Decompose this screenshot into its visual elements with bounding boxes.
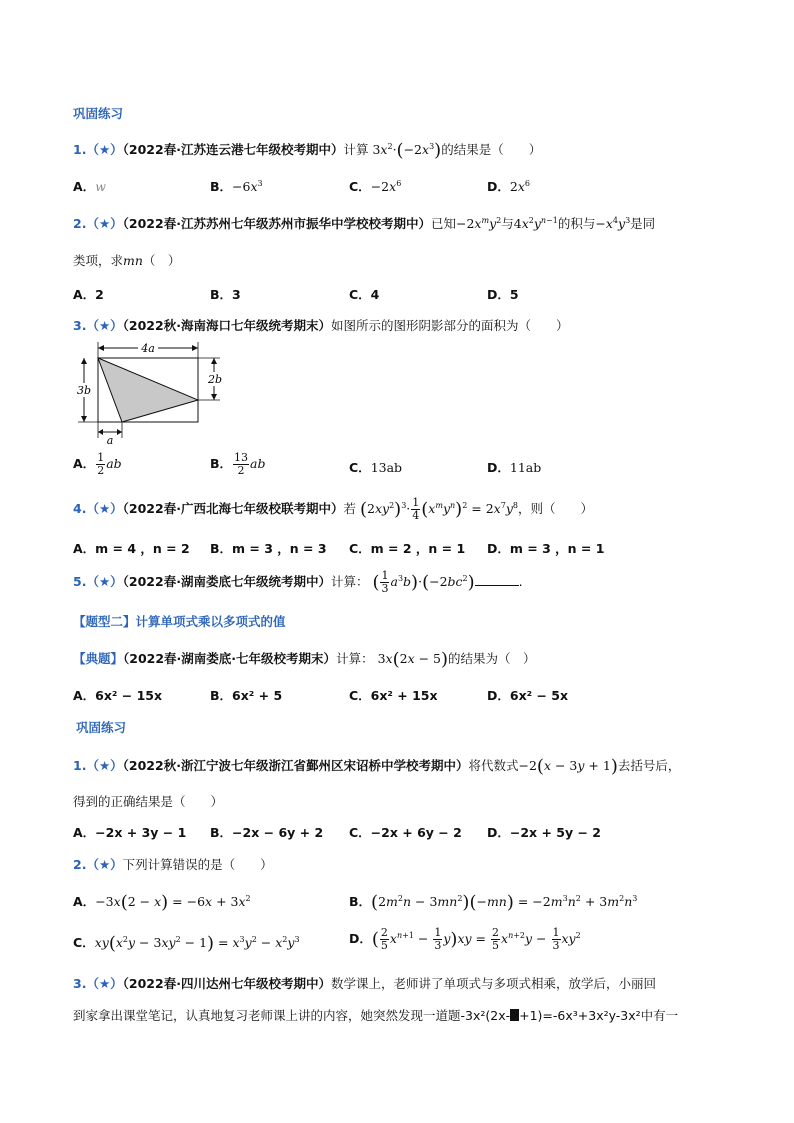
question-source: （2022春·江苏苏州七年级苏州市振华中学校校考期中） xyxy=(122,216,431,231)
option-c: C．4 xyxy=(349,287,380,302)
option-a: A．−2x + 3y − 1 xyxy=(73,825,187,840)
label-right: 2b xyxy=(207,373,223,386)
option-b: B． $\frac{13}{2}$ ab xyxy=(210,451,266,477)
question-number: 4.（★） xyxy=(73,501,123,516)
question-number: 3.（★） xyxy=(73,318,123,333)
option-c: C．13ab xyxy=(349,460,403,475)
question-source: （2022秋·海南海口七年级统考期末） xyxy=(122,318,331,333)
label-left: 3b xyxy=(76,384,92,397)
question-number: 2.（★） xyxy=(73,857,123,872)
option-c: C．−2x + 6y − 2 xyxy=(349,825,462,840)
option-d: D．6x² − 5x xyxy=(487,688,569,703)
question-3: 3.（★）（2022秋·海南海口七年级统考期末）如图所示的图形阴影部分的面积为（ ） xyxy=(73,318,569,333)
option-b: B．m = 3 ，n = 3 xyxy=(210,541,327,556)
math-expression: $3x^2\cdot(-2x^3)$ xyxy=(372,140,442,161)
question-2: 2.（★）（2022春·江苏苏州七年级苏州市振华中学校校考期中）已知$-2x^my^2$与$4x^2y^{n-1}$的积与$-x^4y^3$是同 xyxy=(73,215,656,231)
geometry-figure xyxy=(72,338,232,446)
option-d: D．( $\frac{2}{5}$ $x^{n+1}$ − $\frac{1}{3}$ y)xy = $\frac{2}{5}$ $x^{n+2}y$ − $\frac{1}{3}$ $xy^2$ xyxy=(349,926,581,952)
option-d: D．11ab xyxy=(487,460,542,475)
example-question: 【典题】（2022春·湖南娄底·七年级校考期末）计算： 3x(2x − 5)的结果为（ ） xyxy=(73,649,536,670)
math-expression: ( $\frac{1}{3}$ $a^3b)\cdot(-2bc^2)$ xyxy=(372,569,475,595)
option-a: A． $\frac{1}{2}$ ab xyxy=(73,451,122,477)
math-expression: 3x(2x − 5) xyxy=(377,649,449,670)
question-source: （2022春·湖南娄底·七年级校考期末） xyxy=(123,651,337,666)
question-source: （2022秋·浙江宁波七年级浙江省鄞州区宋诏桥中学校考期中） xyxy=(122,758,469,773)
math-expression: $(2xy^2)^3\cdot$ $\frac{1}{4}$ $(x^my^n)^2 = 2x^7y^8$ xyxy=(359,496,518,522)
option-a: A．m = 4 ，n = 2 xyxy=(73,541,190,556)
option-c: C．m = 2 ，n = 1 xyxy=(349,541,466,556)
option-a: A．6x² − 15x xyxy=(73,688,163,703)
option-d: D．−2x + 5y − 2 xyxy=(487,825,602,840)
shaded-triangle xyxy=(98,358,198,422)
type-heading: 【题型二】计算单项式乘以多项式的值 xyxy=(73,614,286,629)
question-2-line2: 类项，求mn（ ） xyxy=(73,253,181,268)
option-d: D．$2x^6$ xyxy=(487,178,530,194)
label-top: 4a xyxy=(141,342,155,355)
option-a: A．2 xyxy=(73,287,104,302)
question-source: （2022春·广西北海七年级校联考期中） xyxy=(122,501,344,516)
option-a: A．𝑤 xyxy=(73,179,106,194)
practice-3: 3.（★）（2022春·四川达州七年级校考期中）数学课上，老师讲了单项式与多项式相乘，放学后，小丽回 xyxy=(73,976,656,991)
practice-1-line2: 得到的正确结果是（ ） xyxy=(73,794,224,809)
option-d: D．5 xyxy=(487,287,519,302)
option-b: B．6x² + 5 xyxy=(210,688,283,703)
practice-1: 1.（★）（2022秋·浙江宁波七年级浙江省鄞州区宋诏桥中学校考期中）将代数式−2(x − 3y + 1)去括号后， xyxy=(73,756,681,777)
obscured-term xyxy=(510,1009,519,1021)
practice-2: 2.（★）下列计算错误的是（ ） xyxy=(73,857,273,872)
question-source: （2022春·四川达州七年级校考期中） xyxy=(122,976,331,991)
option-c: C．6x² + 15x xyxy=(349,688,438,703)
answer-blank xyxy=(475,585,519,586)
section-heading: 巩固练习 xyxy=(76,720,127,735)
option-c: C．$xy(x^2y - 3xy^2 - 1) = x^3y^2 - x^2y^3$ xyxy=(73,933,300,954)
option-a: A．$-3x(2 - x) = -6x + 3x^2$ xyxy=(73,892,251,913)
question-source: （2022春·江苏连云港七年级校考期中） xyxy=(122,142,344,157)
label-bottom: a xyxy=(106,434,114,446)
option-b: B．$-6x^3$ xyxy=(210,178,263,194)
option-b: B．$(2m^2n - 3mn^2)(-mn) = -2m^3n^2 + 3m^2n^3$ xyxy=(349,892,638,913)
question-number: 1.（★） xyxy=(73,758,123,773)
question-number: 2.（★） xyxy=(73,216,123,231)
question-1: 1.（★）（2022春·江苏连云港七年级校考期中）计算 $3x^2\cdot(-2x^3)$的结果是（ ） xyxy=(73,140,542,161)
question-source: （2022春·湖南娄底七年级统考期中） xyxy=(122,574,331,589)
option-b: B．3 xyxy=(210,287,241,302)
practice-3-line2: 到家拿出课堂笔记，认真地复习老师课上讲的内容，她突然发现一道题-3x²(2x- +1)=-6x³+3x²y-3x²中有一 xyxy=(73,1008,679,1023)
question-4: 4.（★）（2022春·广西北海七年级校联考期中）若 $(2xy^2)^3\cdot$ $\frac{1}{4}$ $(x^my^n)^2 = 2x^7y^8$，则（ ） xyxy=(73,496,593,522)
option-c: C．$-2x^6$ xyxy=(349,178,402,194)
option-b: B．−2x − 6y + 2 xyxy=(210,825,324,840)
question-number: 3.（★） xyxy=(73,976,123,991)
question-number: 5.（★） xyxy=(73,574,123,589)
section-heading: 巩固练习 xyxy=(73,106,124,121)
question-number: 1.（★） xyxy=(73,142,123,157)
question-5: 5.（★）（2022春·湖南娄底七年级统考期中）计算： ( $\frac{1}{3}$ $a^3b)\cdot(-2bc^2)$ . xyxy=(73,569,523,595)
option-d: D．m = 3 ，n = 1 xyxy=(487,541,605,556)
